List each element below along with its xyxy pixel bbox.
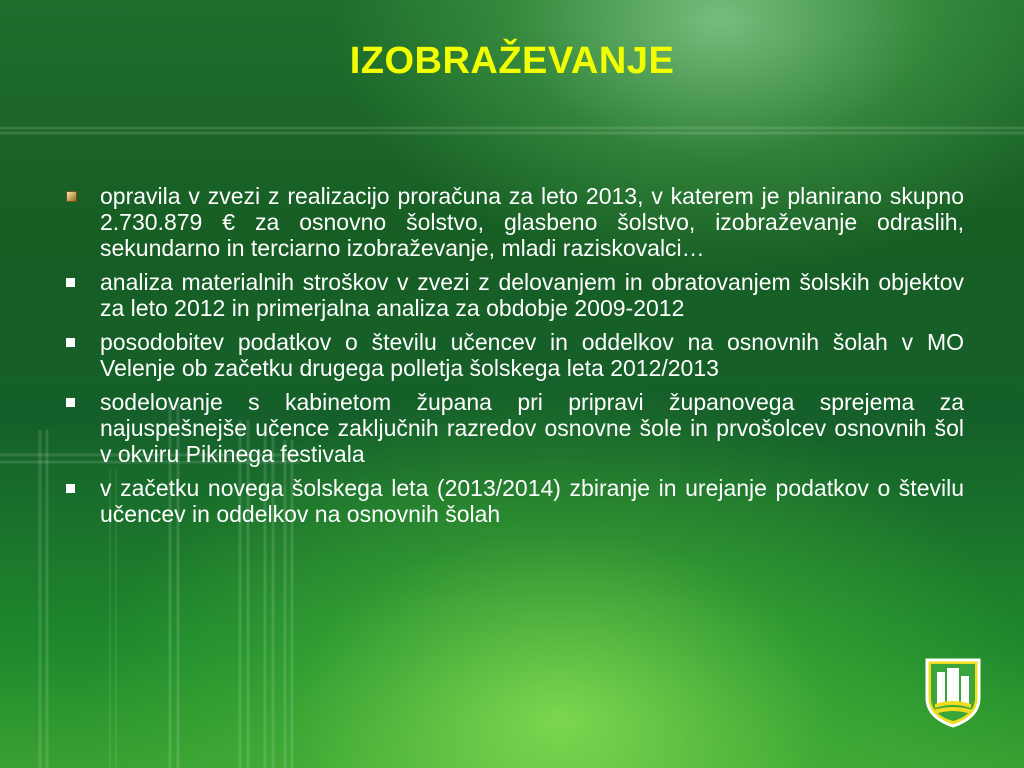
square-bullet-icon — [66, 278, 75, 287]
bullet-text: sodelovanje s kabinetom župana pri pripravi županovega sprejema za najuspešnejše učence zaključnih razredov osnovne šole in prvošolcev osnovnih šol v okviru Pikinega festivala — [100, 389, 964, 467]
square-bullet-icon — [66, 484, 75, 493]
bullet-text: opravila v zvezi z realizacijo proračuna za leto 2013, v katerem je planirano skupno 2.730.879 € za osnovno šolstvo, glasbeno šolstvo, izobraževanje odraslih, sekundarno in terciarno izobraževanje, mladi raziskovalci… — [100, 183, 964, 261]
bullet-text: posodobitev podatkov o številu učencev in oddelkov na osnovnih šolah v MO Velenje ob začetku drugega polletja šolskega leta 2012/2013 — [100, 329, 964, 381]
slide-title: IZOBRAŽEVANJE — [349, 40, 675, 82]
list-item — [60, 269, 964, 321]
bullet-text: v začetku novega šolskega leta (2013/2014) zbiranje in urejanje podatkov o številu učencev in oddelkov na osnovnih šolah — [100, 475, 964, 527]
list-item — [60, 183, 964, 261]
list-item — [60, 475, 964, 527]
velenje-coat-of-arms-icon — [925, 658, 981, 728]
square-bullet-icon — [66, 338, 75, 347]
list-item — [60, 389, 964, 467]
list-item — [60, 329, 964, 381]
image-bullet-icon — [66, 191, 77, 202]
bullet-text: analiza materialnih stroškov v zvezi z delovanjem in obratovanjem šolskih objektov za leto 2012 in primerjalna analiza za obdobje 2009-2012 — [100, 269, 964, 321]
bullet-list — [60, 183, 964, 535]
square-bullet-icon — [66, 398, 75, 407]
